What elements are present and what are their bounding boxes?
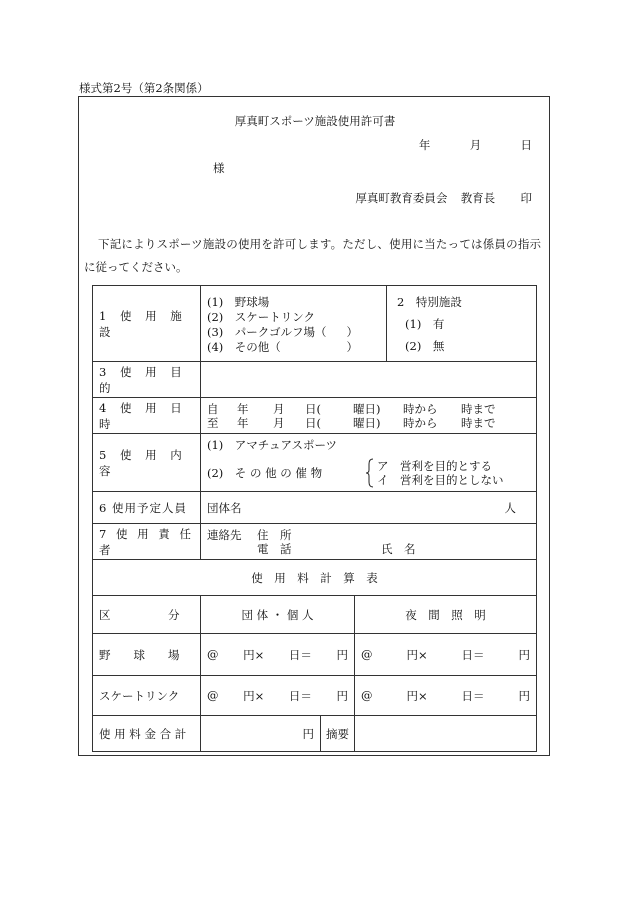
issuer-org: 厚真町教育委員会 (355, 191, 448, 205)
facility-option-2[interactable]: (2) スケートリンク (207, 309, 316, 324)
content-sub-i[interactable]: イ 営利を目的としない (377, 473, 504, 487)
from-time: 時から (403, 401, 438, 416)
issuer-seal: 印 (520, 191, 532, 205)
group-name-label: 団体名 (207, 500, 242, 515)
responsible-label: 7 使 用 責 任 者 (93, 524, 201, 560)
fee-header-night: 夜 間 照 明 (355, 596, 537, 634)
date-year: 年 (418, 138, 431, 152)
fee-header-group: 団 体 ・ 個 人 (201, 596, 355, 634)
from-month: 月 (273, 401, 285, 416)
yen-times: 円× (243, 688, 265, 703)
total-unit: 円 (302, 726, 314, 741)
days-equals: 日＝ (288, 688, 312, 703)
content-option-2[interactable]: (2) そ の 他 の 催 物 (207, 466, 323, 480)
date-day: 日 (520, 138, 532, 152)
fee-formula-group[interactable] (201, 676, 355, 716)
phone-label: 電 話 (257, 541, 292, 556)
brace-icon (365, 458, 375, 488)
address-label: 住 所 (257, 527, 292, 542)
yen-result: 円 (518, 647, 530, 662)
from-year: 年 (237, 401, 249, 416)
responsible-row (93, 524, 537, 560)
at-mark: @ (207, 646, 219, 661)
to-time: 時から (403, 415, 438, 430)
total-amount-field[interactable] (201, 716, 321, 752)
facility-option-4-close: ） (346, 339, 359, 354)
body-text-line2: に従ってください。 (84, 260, 188, 274)
at-mark: @ (207, 687, 219, 702)
facility-options (201, 286, 387, 362)
people-row (93, 492, 537, 524)
issuer (355, 190, 532, 206)
facility-option-3[interactable]: (3) パークゴルフ場（ (207, 324, 327, 339)
yen-times: 円× (243, 647, 265, 662)
yen-result: 円 (336, 688, 348, 703)
total-label: 使 用 料 金 合 計 (93, 716, 201, 752)
fee-row-baseball (93, 634, 537, 676)
responsible-field[interactable] (201, 524, 537, 560)
content-option-1[interactable]: (1) アマチュアスポーツ (207, 438, 338, 452)
form-number: 様式第2号（第2条関係） (79, 81, 209, 95)
to-month: 月 (273, 415, 285, 430)
name-label: 氏 名 (381, 541, 416, 556)
content-field (201, 434, 537, 492)
to-day: 日( (305, 415, 321, 430)
body-text-line1: 下記によりスポーツ施設の使用を許可します。ただし、使用に当たっては係員の指示 (98, 237, 542, 251)
to-year: 年 (237, 415, 249, 430)
at-mark: @ (361, 687, 373, 702)
purpose-row (93, 362, 537, 398)
at-mark: @ (361, 646, 373, 661)
fee-row-name: スケートリンク (93, 676, 201, 716)
people-field[interactable] (201, 492, 537, 524)
days-equals: 日＝ (288, 647, 312, 662)
date-month: 月 (469, 138, 482, 152)
to-weekday: 曜日) (353, 415, 381, 430)
permit-table (92, 285, 537, 752)
purpose-field[interactable] (201, 362, 537, 398)
remarks-label: 摘要 (321, 716, 355, 752)
fee-total-row (93, 716, 537, 752)
fee-row-name: 野 球 場 (93, 634, 201, 676)
to-time-end: 時まで (461, 415, 496, 430)
yen-times: 円× (406, 647, 428, 662)
to-prefix: 至 (207, 415, 219, 430)
facility-label: 1 使 用 施 設 (93, 286, 201, 362)
content-label: 5 使 用 内 容 (93, 434, 201, 492)
days-equals: 日＝ (461, 647, 485, 662)
from-prefix: 自 (207, 401, 219, 416)
from-weekday: 曜日) (353, 401, 381, 416)
people-label: 6 使用予定人員 (93, 492, 201, 524)
addressee: 様 (213, 161, 225, 175)
from-day: 日( (305, 401, 321, 416)
datetime-label: 4 使 用 日 時 (93, 398, 201, 434)
yen-result: 円 (336, 647, 348, 662)
content-row (93, 434, 537, 492)
special-facility (387, 286, 537, 362)
fee-title-row (93, 560, 537, 596)
special-option-yes[interactable]: (1) 有 (405, 316, 445, 331)
datetime-row (93, 398, 537, 434)
content-sub-a[interactable]: ア 営利を目的とする (377, 459, 492, 473)
yen-result: 円 (518, 688, 530, 703)
facility-option-4[interactable]: (4) その他（ (207, 339, 281, 354)
fee-header-row (93, 596, 537, 634)
fee-formula-group[interactable] (201, 634, 355, 676)
fee-table-title: 使 用 料 計 算 表 (93, 560, 537, 596)
special-option-no[interactable]: (2) 無 (405, 338, 445, 353)
contact-label: 連絡先 (207, 527, 242, 542)
fee-formula-night[interactable] (355, 634, 537, 676)
people-unit: 人 (504, 500, 517, 515)
fee-header-category: 区 分 (93, 596, 201, 634)
issue-date (419, 137, 532, 153)
days-equals: 日＝ (461, 688, 485, 703)
purpose-label: 3 使 用 目 的 (93, 362, 201, 398)
fee-row-skating (93, 676, 537, 716)
datetime-field[interactable] (201, 398, 537, 434)
facility-option-1[interactable]: (1) 野球場 (207, 294, 270, 309)
special-facility-title: 2 特別施設 (397, 294, 462, 309)
issuer-position: 教育長 (460, 191, 496, 205)
yen-times: 円× (406, 688, 428, 703)
document-title: 厚真町スポーツ施設使用許可書 (234, 114, 396, 128)
fee-formula-night[interactable] (355, 676, 537, 716)
from-time-end: 時まで (461, 401, 496, 416)
facility-row (93, 286, 537, 362)
facility-option-3-close: ） (346, 324, 359, 339)
remarks-field[interactable] (355, 716, 537, 752)
